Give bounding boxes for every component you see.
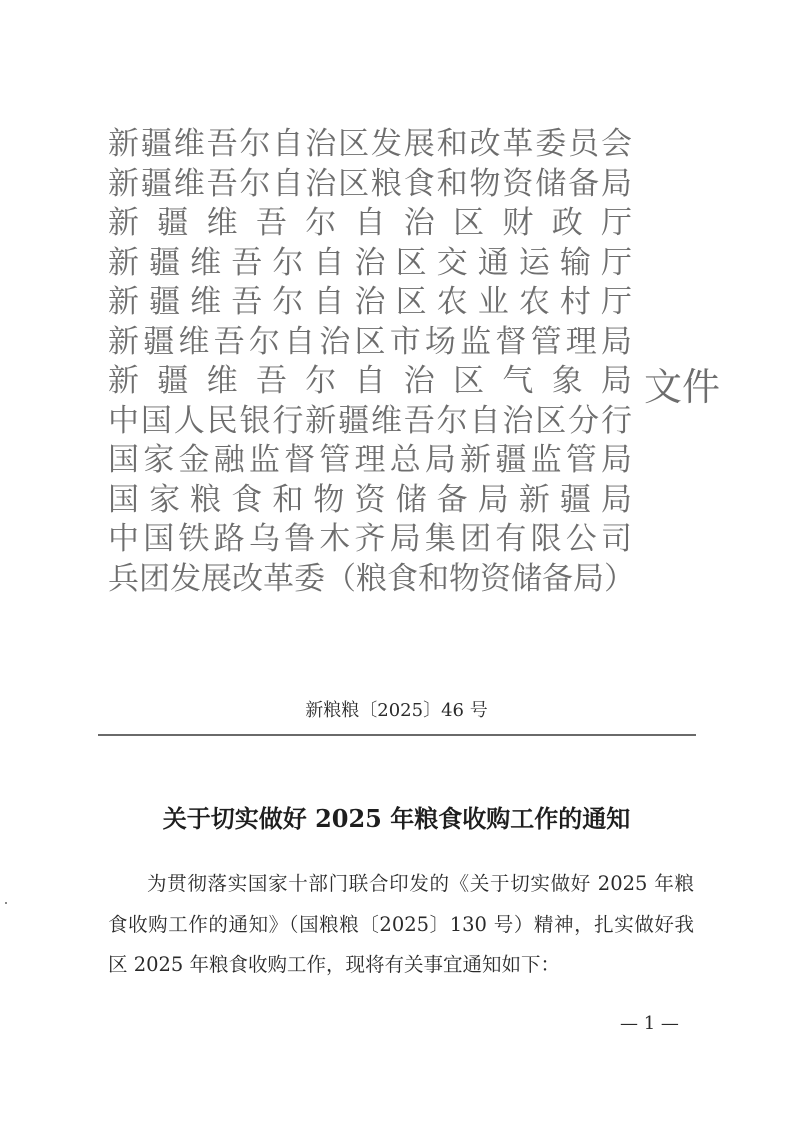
issuer-line: 新疆维吾尔自治区发展和改革委员会 [108, 126, 632, 162]
document-number: 新粮粮〔2025〕46 号 [305, 700, 488, 721]
header-divider [98, 734, 696, 736]
notice-title: 关于切实做好 2025 年粮食收购工作的通知 [162, 804, 631, 834]
issuer-line: 中国铁路乌鲁木齐局集团有限公司 [108, 521, 632, 557]
document-suffix: 文件 [644, 365, 721, 409]
page-number: — 1 — [620, 1013, 679, 1034]
issuer-line: 中国人民银行新疆维吾尔自治区分行 [108, 402, 632, 439]
body-paragraph: 为贯彻落实国家十部门联合印发的《关于切实做好 2025 年粮食收购工作的通知》（国粮粮〔2025〕130 号）精神，扎实做好我区 2025 年粮食收购工作，现将有关事宜通知如下： [108, 872, 694, 976]
issuer-line: 新疆维吾尔自治区财政厅 [108, 205, 632, 241]
issuer-line: 国家粮食和物资储备局新疆局 [108, 481, 632, 518]
issuer-line: 兵团发展改革委（粮食和物资储备局） [108, 560, 635, 597]
issuer-line: 新疆维吾尔自治区粮食和物资储备局 [108, 165, 632, 202]
issuing-authorities-list [108, 125, 635, 599]
issuer-line: 国家金融监督管理总局新疆监管局 [108, 442, 632, 478]
issuer-line: 新疆维吾尔自治区气象局 [108, 363, 632, 399]
issuer-line: 新疆维吾尔自治区农业农村厅 [108, 284, 632, 320]
issuer-line: 新疆维吾尔自治区交通运输厅 [108, 244, 632, 281]
issuer-line: 新疆维吾尔自治区市场监督管理局 [108, 323, 632, 360]
scan-speck [5, 902, 7, 904]
